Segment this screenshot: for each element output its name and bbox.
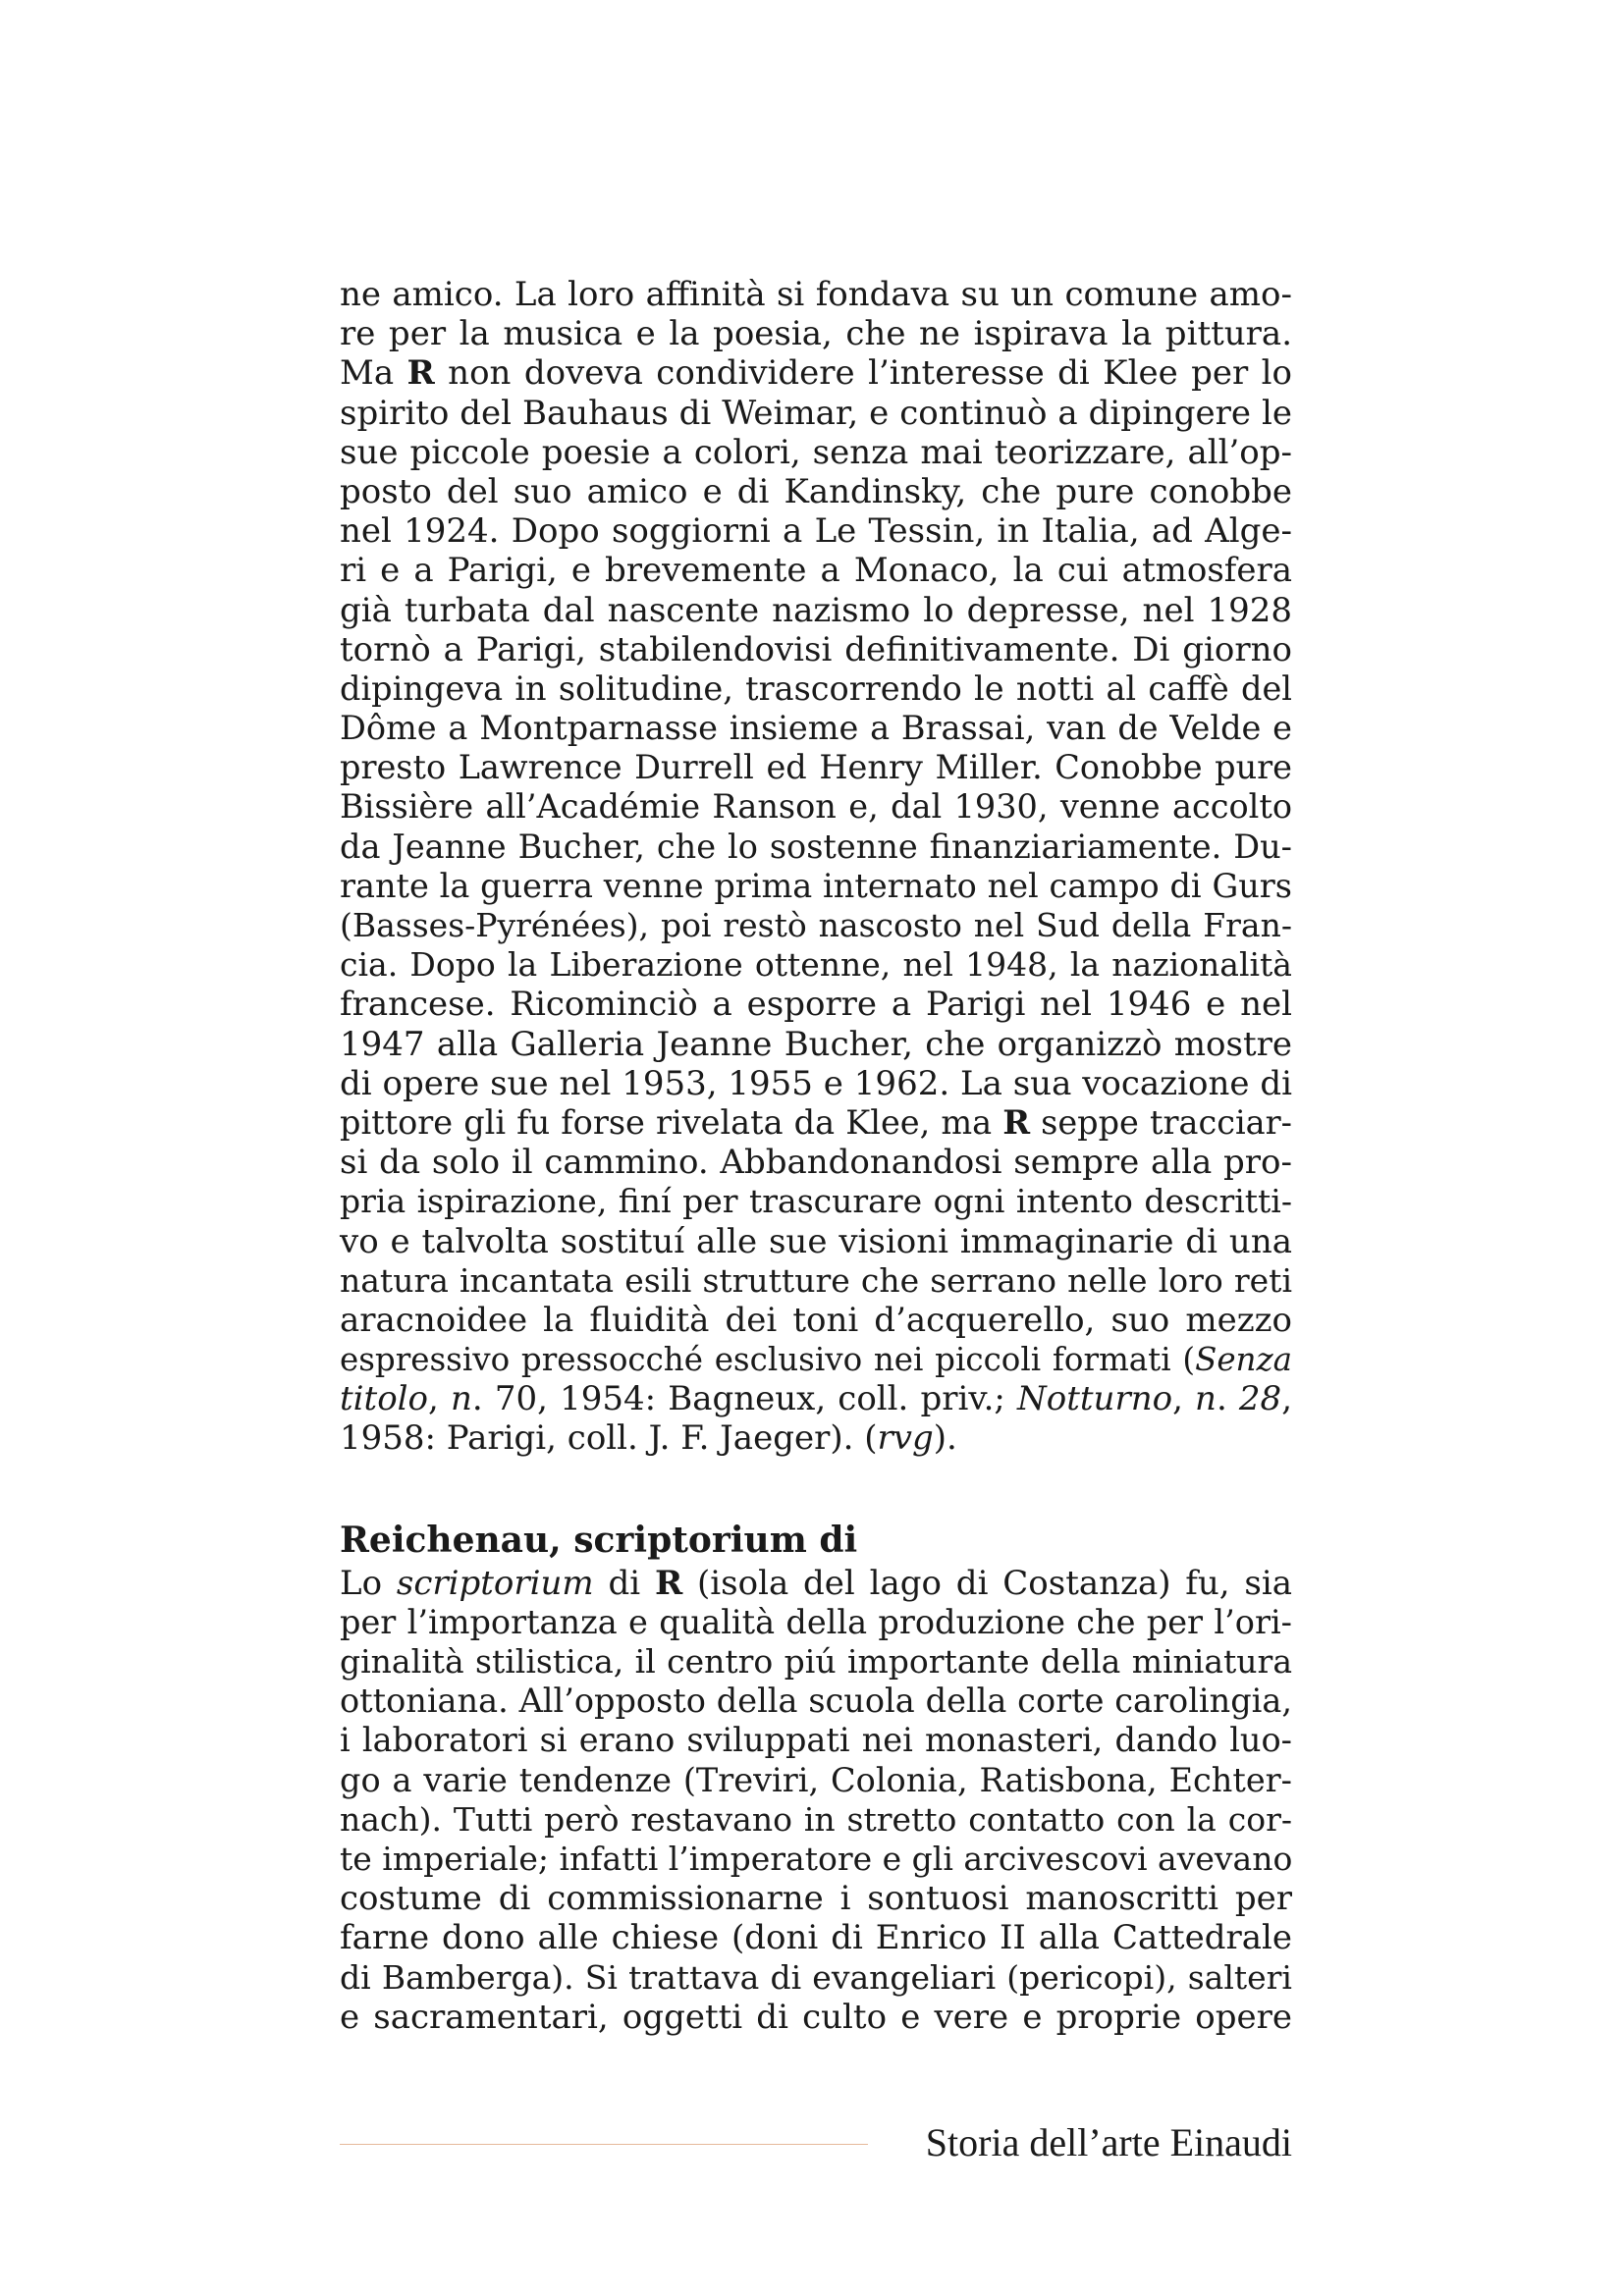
entry-sigla: R: [1002, 1102, 1031, 1142]
text-line: 1958: Parigi, coll. J. F. Jaeger). (rvg).: [340, 1418, 957, 1459]
italic-text: n: [1195, 1379, 1217, 1419]
text-line: rante la guerra venne prima internato nel campo di Gurs: [340, 866, 1292, 905]
text-line: si da solo il cammino. Abbandonandosi sempre alla pro-: [340, 1143, 1292, 1183]
text-line: ne amico. La loro affinità si fondava su un comune amo-: [340, 275, 1292, 314]
text-line: natura incantata esili strutture che serrano nelle loro reti: [340, 1260, 1292, 1300]
text-line: espressivo pressocché esclusivo nei piccoli formati (Senza: [340, 1341, 1292, 1379]
text-line: nach). Tutti però restavano in stretto contatto con la cor-: [340, 1799, 1292, 1839]
text-line: pittore gli fu forse rivelata da Klee, ma R seppe tracciar-: [340, 1102, 1292, 1142]
italic-text: scriptorium: [396, 1563, 594, 1603]
text-line: ri e a Parigi, e brevemente a Monaco, la cui atmosfera: [340, 551, 1292, 591]
text-line: Bissière all’Académie Ranson e, dal 1930, venne accolto: [340, 787, 1292, 827]
text-line: tornò a Parigi, stabilendovisi definitivamente. Di giorno: [340, 629, 1292, 669]
text-line: e sacramentari, oggetti di culto e vere e proprie opere: [340, 1997, 1292, 2037]
italic-text: Notturno: [1017, 1379, 1173, 1419]
text-column: [340, 275, 1292, 2037]
italic-text: Senza: [1195, 1341, 1292, 1379]
text-line: nel 1924. Dopo soggiorni a Le Tessin, in Italia, ad Alge-: [340, 511, 1292, 552]
text-line: vo e talvolta sostituí alle sue visioni immaginarie di una: [340, 1221, 1292, 1261]
footer-rule: [340, 2144, 868, 2145]
italic-text: rvg: [877, 1418, 934, 1459]
entry-sigla: R: [406, 353, 435, 394]
text-line: dipingeva in solitudine, trascorrendo le notti al caffè del: [340, 668, 1292, 708]
text-line: aracnoidee la fluidità dei toni d’acquerello, suo mezzo: [340, 1300, 1292, 1340]
footer-publication-title: Storia dell’arte Einaudi: [925, 2120, 1292, 2164]
text-line: ottoniana. All’opposto della scuola della corte carolingia,: [340, 1682, 1292, 1721]
text-line: pria ispirazione, finí per trascurare ogni intento descritti-: [340, 1182, 1292, 1221]
text-line: (Basses-Pyrénées), poi restò nascosto nel Sud della Fran-: [340, 906, 1292, 944]
italic-text: titolo: [340, 1379, 429, 1419]
text-line: spirito del Bauhaus di Weimar, e continuò a dipingere le: [340, 393, 1292, 433]
text-line: te imperiale; infatti l’imperatore e gli arcivescovi avevano: [340, 1839, 1293, 1878]
text-line: presto Lawrence Durrell ed Henry Miller. Conobbe pure: [340, 748, 1292, 787]
italic-text: n: [450, 1379, 472, 1419]
text-line: per l’importanza e qualità della produzione che per l’ori-: [340, 1602, 1292, 1641]
text-line: da Jeanne Bucher, che lo sostenne finanziariamente. Du-: [340, 827, 1292, 866]
text-line: farne dono alle chiese (doni di Enrico II alla Cattedrale: [340, 1918, 1292, 1958]
text-line: di Bamberga). Si trattava di evangeliari (pericopi), salteri: [340, 1957, 1292, 1997]
text-line: Ma R non doveva condividere l’interesse di Klee per lo: [340, 353, 1292, 394]
text-line: 1947 alla Galleria Jeanne Bucher, che organizzò mostre: [340, 1024, 1292, 1064]
text-line: costume di commissionarne i sontuosi manoscritti per: [340, 1879, 1292, 1919]
text-line: i laboratori si erano sviluppati nei monasteri, dando luo-: [340, 1721, 1292, 1760]
text-line: ginalità stilistica, il centro piú importante della miniatura: [340, 1642, 1292, 1681]
text-line: francese. Ricominciò a esporre a Parigi nel 1946 e nel: [340, 985, 1292, 1025]
italic-text: 28: [1238, 1379, 1282, 1419]
text-line: di opere sue nel 1953, 1955 e 1962. La sua vocazione di: [340, 1063, 1292, 1103]
text-line: Dôme a Montparnasse insieme a Brassai, van de Velde e: [340, 709, 1292, 748]
text-line: posto del suo amico e di Kandinsky, che pure conobbe: [340, 471, 1292, 511]
text-line: Lo scriptorium di R (isola del lago di Costanza) fu, sia: [340, 1563, 1292, 1603]
entry-heading: Reichenau, scriptorium di: [340, 1519, 858, 1561]
entry-sigla: R: [654, 1563, 683, 1603]
entry-continuation-text: [340, 275, 1292, 1459]
text-line: cia. Dopo la Liberazione ottenne, nel 1948, la nazionalità: [340, 945, 1292, 985]
text-line: re per la musica e la poesia, che ne ispirava la pittura.: [340, 314, 1292, 354]
text-line: go a varie tendenze (Treviri, Colonia, Ratisbona, Echter-: [340, 1760, 1292, 1799]
entry-body-text: [340, 1564, 1292, 2037]
text-line: titolo, n. 70, 1954: Bagneux, coll. priv.; Notturno, n. 28,: [340, 1379, 1292, 1419]
text-line: già turbata dal nascente nazismo lo depresse, nel 1928: [340, 590, 1292, 630]
text-line: sue piccole poesie a colori, senza mai teorizzare, all’op-: [340, 432, 1292, 472]
